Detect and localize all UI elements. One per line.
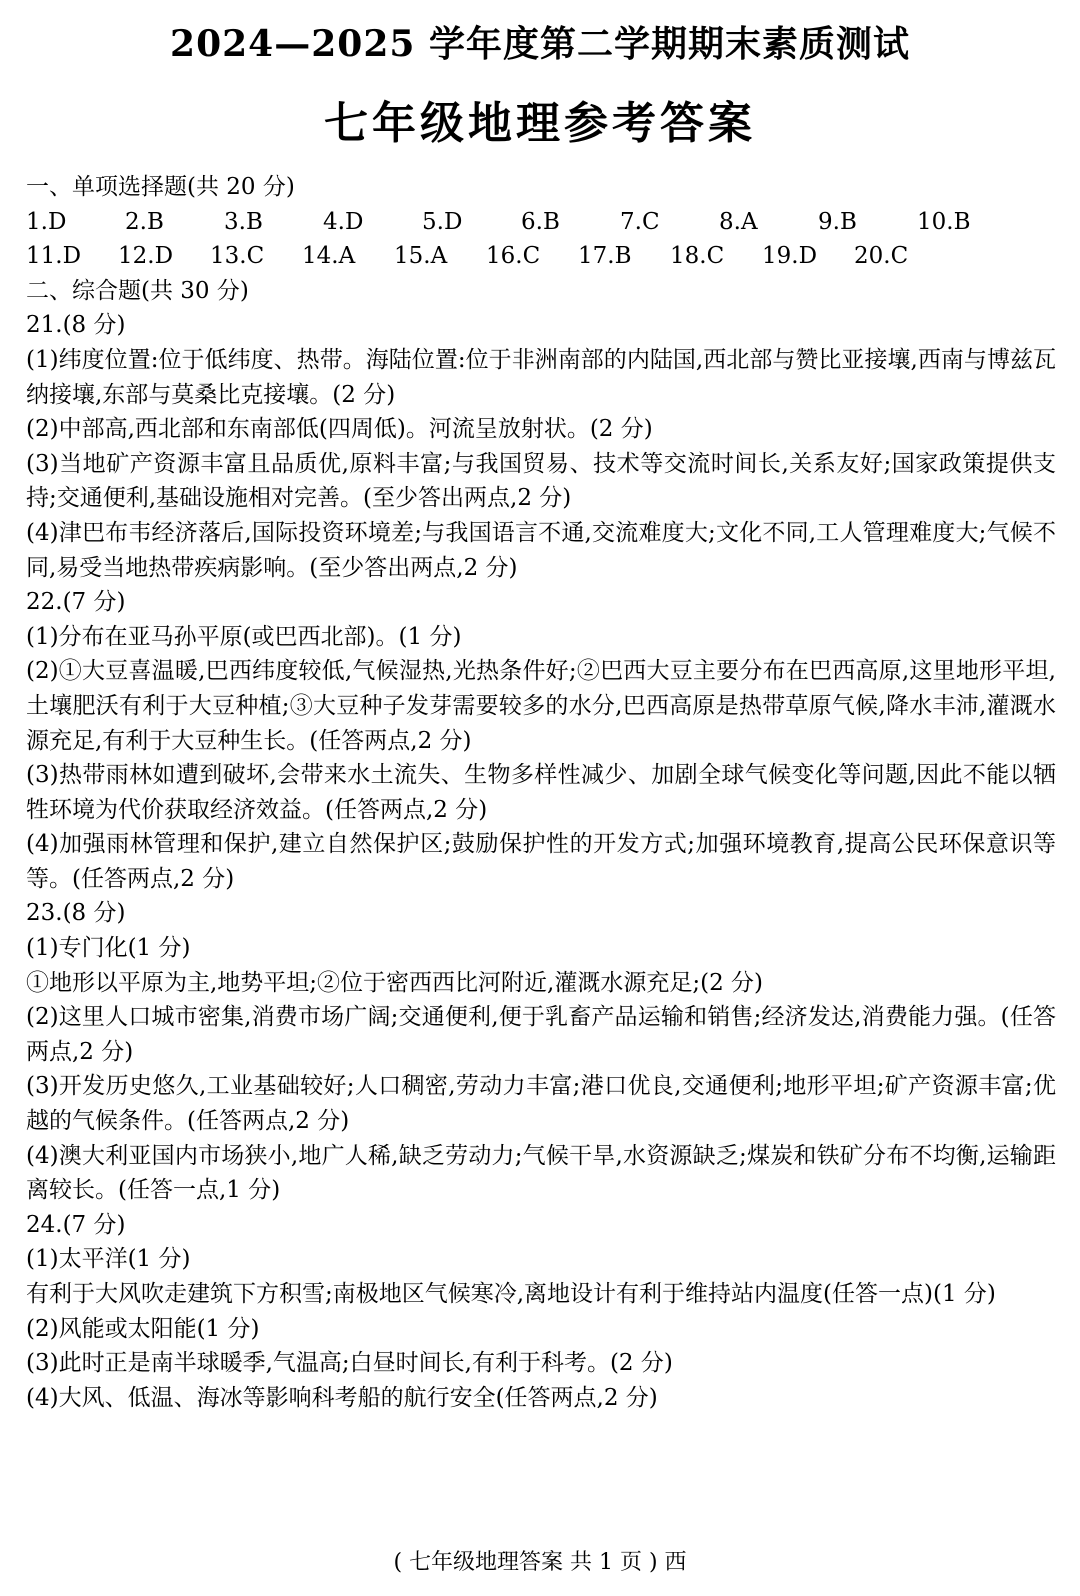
question-23-heading: 23.(8 分): [26, 900, 126, 927]
mc-answers-row-2: [26, 239, 1056, 274]
section2-heading: 二、综合题(共 30 分): [26, 277, 249, 304]
mc-answer: 6.B: [521, 208, 560, 235]
question-24-answer-2: (2)风能或太阳能(1 分): [26, 1315, 260, 1342]
question-24-answer-4: (4)大风、低温、海冰等影响科考船的航行安全(任答两点,2 分): [26, 1384, 658, 1411]
mc-answer: 1.D: [26, 208, 67, 235]
answer-content: [26, 170, 1056, 1415]
question-22-answer-4: (4)加强雨林管理和保护,建立自然保护区;鼓励保护性的开发方式;加强环境教育,提高公民环保意识等等。(任答两点,2 分): [26, 831, 1056, 892]
mc-answer: 19.D: [762, 243, 818, 270]
question-21-answer-4: (4)津巴布韦经济落后,国际投资环境差;与我国语言不通,交流难度大;文化不同,工人管理难度大;气候不同,易受当地热带疾病影响。(至少答出两点,2 分): [26, 519, 1056, 581]
mc-answer: 18.C: [670, 243, 725, 270]
question-24-answer-3: (3)此时正是南半球暖季,气温高;白昼时间长,有利于科考。(2 分): [26, 1350, 673, 1377]
section1-heading: 一、单项选择题(共 20 分): [26, 174, 295, 200]
mc-answer: 12.D: [118, 243, 174, 270]
question-22-answer-2: (2)①大豆喜温暖,巴西纬度较低,气候湿热,光热条件好;②巴西大豆主要分布在巴西高原,这里地形平坦,土壤肥沃有利于大豆种植;③大豆种子发芽需要较多的水分,巴西高原是热带草原气候,降水丰沛,灌溉水源充足,有利于大豆种生长。(任答两点,2 分): [26, 658, 1056, 754]
mc-answer: 3.B: [224, 208, 263, 235]
mc-answer: 16.C: [486, 243, 541, 270]
question-22-heading: 22.(7 分): [26, 589, 126, 616]
mc-answer: 17.B: [578, 243, 632, 270]
question-21-answer-1: (1)纬度位置:位于低纬度、热带。海陆位置:位于非洲南部的内陆国,西北部与赞比亚接壤,西南与博兹瓦纳接壤,东部与莫桑比克接壤。(2 分): [26, 346, 1056, 408]
question-22-answer-1: (1)分布在亚马孙平原(或巴西北部)。(1 分): [26, 623, 462, 650]
question-23-answer-2: (2)这里人口城市密集,消费市场广阔;交通便利,便于乳畜产品运输和销售;经济发达,消费能力强。(任答两点,2 分): [26, 1004, 1056, 1065]
question-23-answer-1: (1)专门化(1 分): [26, 935, 191, 962]
question-24-answer-1: (1)太平洋(1 分): [26, 1246, 191, 1273]
mc-answer: 8.A: [719, 208, 758, 235]
mc-answer: 11.D: [26, 243, 82, 270]
question-21-answer-2: (2)中部高,西北部和东南部低(四周低)。河流呈放射状。(2 分): [26, 416, 653, 443]
mc-answer: 13.C: [210, 243, 265, 270]
question-21-answer-3: (3)当地矿产资源丰富且品质优,原料丰富;与我国贸易、技术等交流时间长,关系友好;国家政策提供支持;交通便利,基础设施相对完善。(至少答出两点,2 分): [26, 450, 1056, 512]
question-22-answer-3: (3)热带雨林如遭到破坏,会带来水土流失、生物多样性减少、加剧全球气候变化等问题,因此不能以牺牲环境为代价获取经济效益。(任答两点,2 分): [26, 762, 1056, 823]
mc-answer: 2.B: [125, 208, 164, 235]
document-title: 2024—2025 学年度第二学期期末素质测试: [170, 23, 910, 65]
mc-answer: 7.C: [620, 208, 660, 235]
mc-answer: 5.D: [422, 208, 463, 235]
question-23-answer-3: (3)开发历史悠久,工业基础较好;人口稠密,劳动力丰富;港口优良,交通便利;地形平坦;矿产资源丰富;优越的气候条件。(任答两点,2 分): [26, 1073, 1056, 1135]
mc-answer: 20.C: [854, 243, 909, 270]
mc-answers-row-1: [26, 205, 1056, 240]
question-23-answer-4: (4)澳大利亚国内市场狭小,地广人稀,缺乏劳动力;气候干旱,水资源缺乏;煤炭和铁矿分布不均衡,运输距离较长。(任答一点,1 分): [26, 1142, 1056, 1204]
mc-answer: 10.B: [917, 208, 971, 235]
document-subtitle: 七年级地理参考答案: [324, 98, 756, 149]
page-footer: ( 七年级地理答案 共 1 页 ) 西: [393, 1550, 687, 1575]
question-21-heading: 21.(8 分): [26, 312, 126, 339]
mc-answer: 15.A: [394, 243, 448, 270]
question-24-heading: 24.(7 分): [26, 1211, 126, 1238]
question-23-answer-1b: ①地形以平原为主,地势平坦;②位于密西西比河附近,灌溉水源充足;(2 分): [26, 969, 764, 996]
mc-answer: 9.B: [818, 208, 857, 235]
mc-answer: 14.A: [302, 243, 356, 270]
question-24-answer-1b: 有利于大风吹走建筑下方积雪;南极地区气候寒冷,离地设计有利于维持站内温度(任答一点)(1 分): [26, 1281, 996, 1307]
mc-answer: 4.D: [323, 208, 364, 235]
